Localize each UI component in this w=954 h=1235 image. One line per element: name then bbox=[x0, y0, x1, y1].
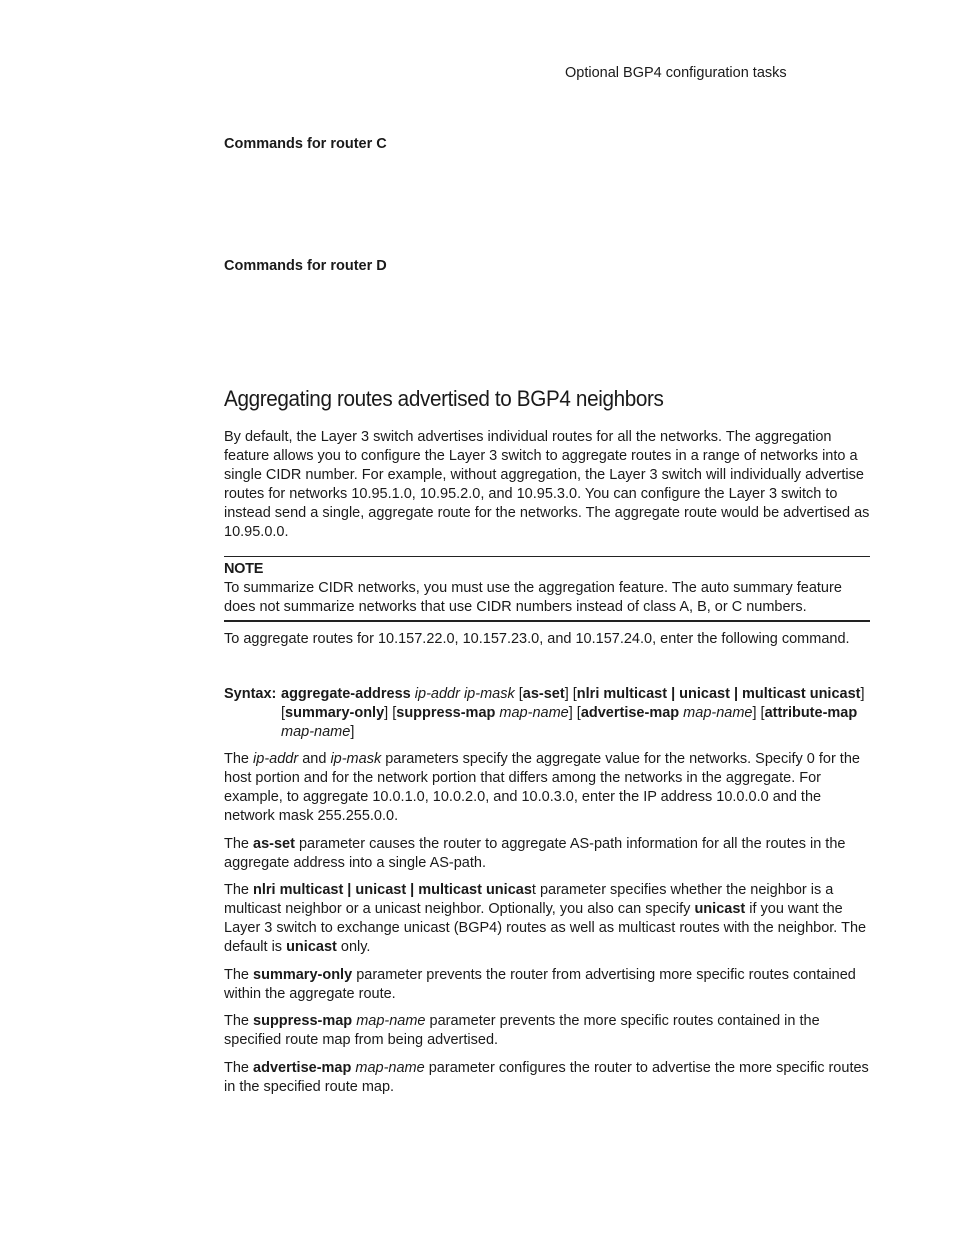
text: parameter configures the router to advertise the more specific routes in the specified route map. bbox=[224, 1060, 869, 1095]
syntax-suppress-map: suppress-map bbox=[396, 705, 496, 721]
syntax-summary-only: summary-only bbox=[285, 705, 385, 721]
instruction-paragraph bbox=[224, 630, 870, 649]
para-suppress-map bbox=[224, 1012, 870, 1050]
syntax-map-name: map-name bbox=[499, 705, 569, 721]
text: parameters specify the aggregate value for the networks. Specify 0 for the host portion and for the network portion that differs among the networks in the aggregate. For example, to aggregate 10.0.1.0, 10.0.2.0, and 10.0.3.0, enter the IP address 10.0.0.0 and the network mask 255.255.0.0. bbox=[224, 751, 860, 824]
text: only. bbox=[340, 939, 371, 955]
syntax-block bbox=[224, 685, 870, 742]
syntax-map-name: map-name bbox=[683, 705, 753, 721]
para-summary-only bbox=[224, 966, 870, 1004]
param-unicast: unicast bbox=[694, 901, 746, 917]
note-text: To summarize CIDR networks, you must use the aggregation feature. The auto summary feature does not summarize networks that use CIDR numbers instead of class A, B, or C numbers. bbox=[224, 580, 842, 615]
param-unicast: unicast bbox=[286, 939, 337, 955]
section-title: Aggregating routes advertised to BGP4 neighbors bbox=[224, 386, 664, 411]
syntax-command: aggregate-address bbox=[281, 686, 411, 702]
note-title: NOTE bbox=[224, 561, 264, 577]
text: The bbox=[224, 751, 249, 767]
syntax-as-set: as-set bbox=[522, 686, 565, 702]
syntax-map-name: map-name bbox=[281, 724, 351, 740]
syntax-advertise-map: advertise-map bbox=[580, 705, 680, 721]
intro-text: By default, the Layer 3 switch advertises individual routes for all the networks. The aggregation feature allows you to configure the Layer 3 switch to aggregate routes in a range of networks into a single CIDR number. For example, without aggregation, the Layer 3 switch will individually advertise routes for networks 10.95.1.0, 10.95.2.0, and 10.95.3.0. You can configure the Layer 3 switch to instead send a single, aggregate route for the networks. The aggregate route would be advertised as 10.95.0.0. bbox=[224, 429, 870, 540]
text: parameter prevents the router from advertising more specific routes contained within the aggregate route. bbox=[224, 967, 856, 1002]
text: parameter prevents the more specific routes contained in the specified route map from being advertised. bbox=[224, 1013, 820, 1048]
text: and bbox=[302, 751, 327, 767]
syntax-label: Syntax: bbox=[224, 686, 277, 702]
text: The bbox=[224, 836, 249, 852]
text: The bbox=[224, 882, 249, 898]
text: t parameter specifies whether the neighbor is a multicast neighbor or a unicast neighbor. Optionally, you also can specify bbox=[224, 882, 834, 917]
para-nlri bbox=[224, 881, 870, 957]
param-as-set: as-set bbox=[253, 836, 295, 852]
param-map-name: map-name bbox=[356, 1013, 426, 1029]
note-box bbox=[224, 556, 870, 622]
instruction-text: To aggregate routes for 10.157.22.0, 10.157.23.0, and 10.157.24.0, enter the following command. bbox=[224, 631, 850, 647]
para-advertise-map bbox=[224, 1059, 870, 1097]
param-ip-mask: ip-mask bbox=[330, 751, 382, 767]
para-ip-addr-mask bbox=[224, 750, 870, 826]
param-summary-only: summary-only bbox=[253, 967, 353, 983]
syntax-attribute-map: attribute-map bbox=[764, 705, 858, 721]
router-d-heading: Commands for router D bbox=[224, 258, 387, 274]
param-map-name: map-name bbox=[355, 1060, 425, 1076]
intro-paragraph bbox=[224, 428, 870, 542]
para-as-set bbox=[224, 835, 870, 873]
syntax-ip-addr: ip-addr bbox=[414, 686, 460, 702]
text: The bbox=[224, 1013, 249, 1029]
text: The bbox=[224, 967, 249, 983]
param-advertise-map: advertise-map bbox=[253, 1060, 352, 1076]
param-suppress-map: suppress-map bbox=[253, 1013, 353, 1029]
text: The bbox=[224, 1060, 249, 1076]
running-header: Optional BGP4 configuration tasks bbox=[565, 65, 787, 81]
text: if you want the Layer 3 switch to exchange unicast (BGP4) routes as well as multicast routes with the neighbor. The default is bbox=[224, 901, 867, 955]
syntax-definition: aggregate-address ip-addr ip-mask [as-set] [nlri multicast | unicast | multicast unicast] [summary-only] [suppress-map map-name] [advertise-map map-name] [attribute-map map-name] bbox=[281, 686, 865, 740]
param-nlri: nlri multicast | unicast | multicast unicas bbox=[253, 882, 532, 898]
syntax-ip-mask: ip-mask bbox=[463, 686, 515, 702]
param-ip-addr: ip-addr bbox=[253, 751, 299, 767]
syntax-nlri: nlri multicast | unicast | multicast unicast bbox=[576, 686, 861, 702]
text: parameter causes the router to aggregate AS-path information for all the routes in the aggregate address into a single AS-path. bbox=[224, 836, 846, 871]
router-c-heading: Commands for router C bbox=[224, 136, 387, 152]
